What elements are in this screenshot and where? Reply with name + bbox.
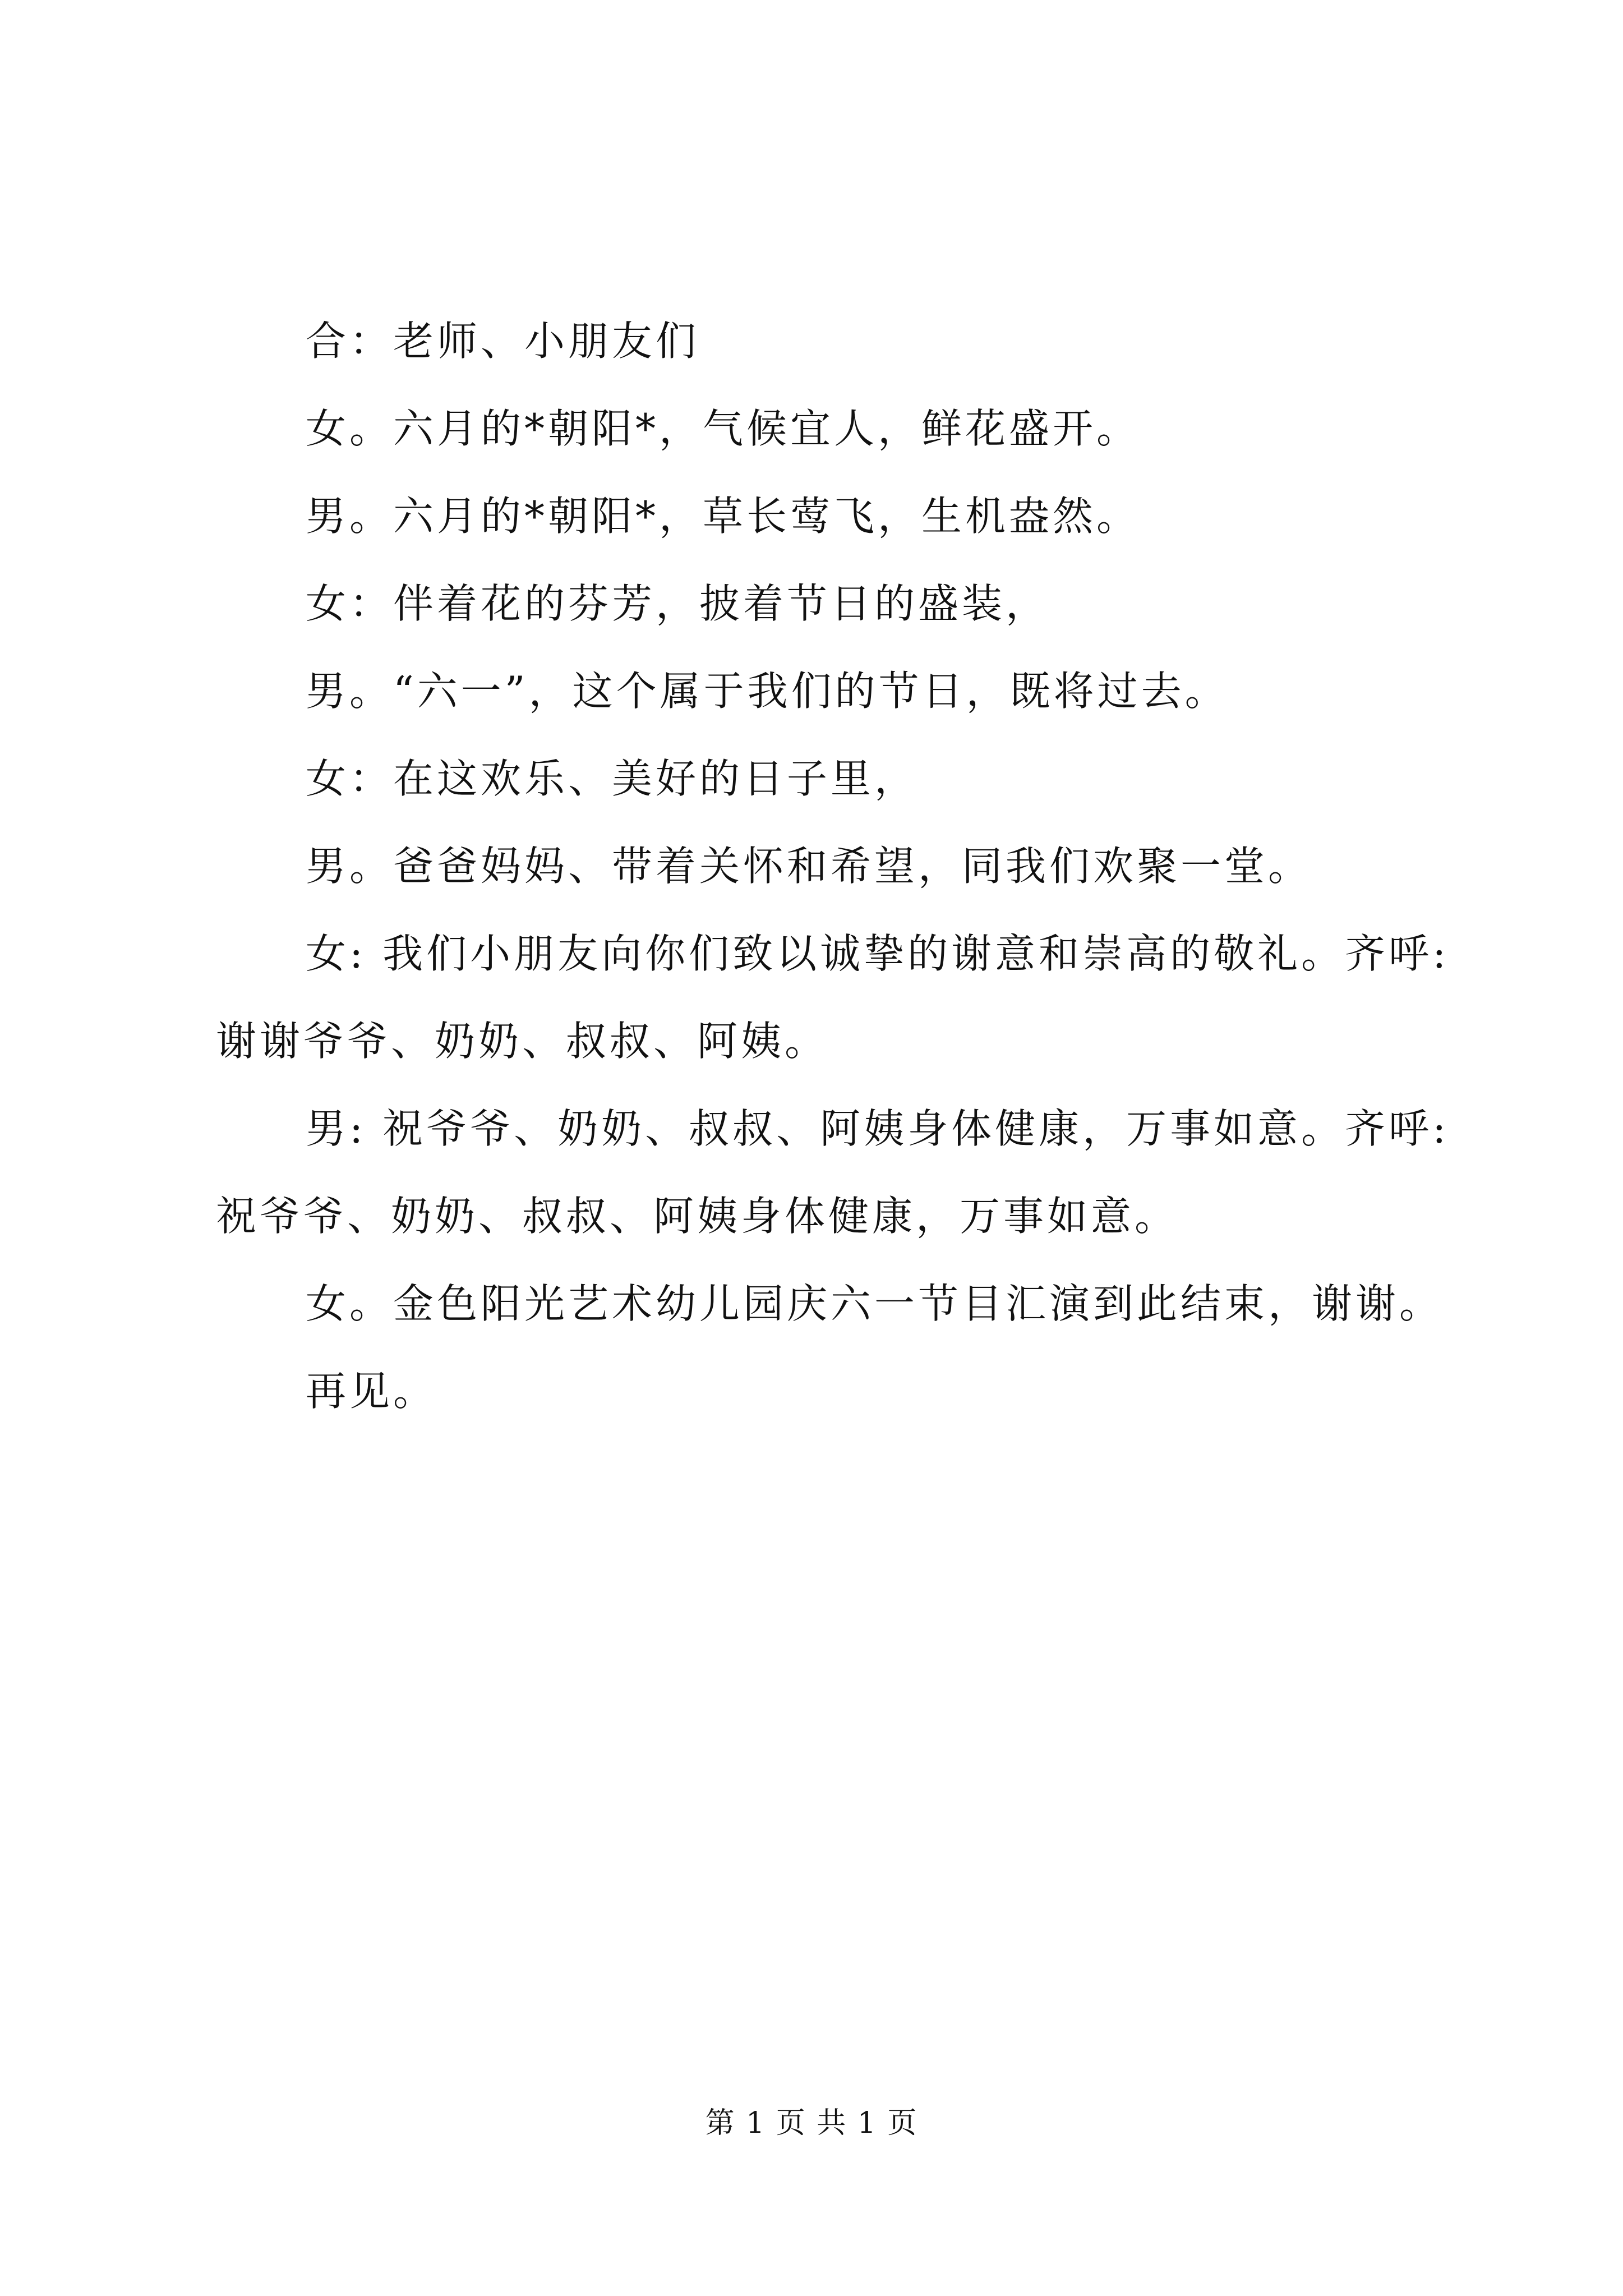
paragraph: 男。六月的*朝阳*，草长莺飞，生机盎然。 xyxy=(306,493,1141,540)
paragraph: 女。金色阳光艺术幼儿园庆六一节目汇演到此结束，谢谢。 xyxy=(306,1280,1444,1327)
paragraph: 女：在这欢乐、美好的日子里， xyxy=(306,755,919,802)
paragraph: 男: 祝爷爷、奶奶、叔叔、阿姨身体健康，万事如意。齐呼: 祝爷爷、奶奶、叔叔、阿姨身体健康，万事如意。 xyxy=(216,1105,1450,1240)
paragraph: 男。爸爸妈妈、带着关怀和希望，同我们欢聚一堂。 xyxy=(306,843,1312,890)
page-number-footer: 第 1 页 共 1 页 xyxy=(705,2106,918,2140)
paragraph: 女：伴着花的芬芳，披着节日的盛装， xyxy=(306,580,1050,627)
paragraph: 女: 我们小朋友向你们致以诚挚的谢意和崇高的敬礼。齐呼: 谢谢爷爷、奶奶、叔叔、阿姨。 xyxy=(216,930,1450,1065)
paragraph: 女。六月的*朝阳*，气候宜人，鲜花盛开。 xyxy=(306,405,1141,452)
paragraph: 合：老师、小朋友们 xyxy=(306,318,700,365)
document-body xyxy=(216,297,1467,1435)
paragraph: 男。“六一”，这个属于我们的节日，既将过去。 xyxy=(306,668,1229,715)
paragraph: 再见。 xyxy=(306,1368,437,1415)
